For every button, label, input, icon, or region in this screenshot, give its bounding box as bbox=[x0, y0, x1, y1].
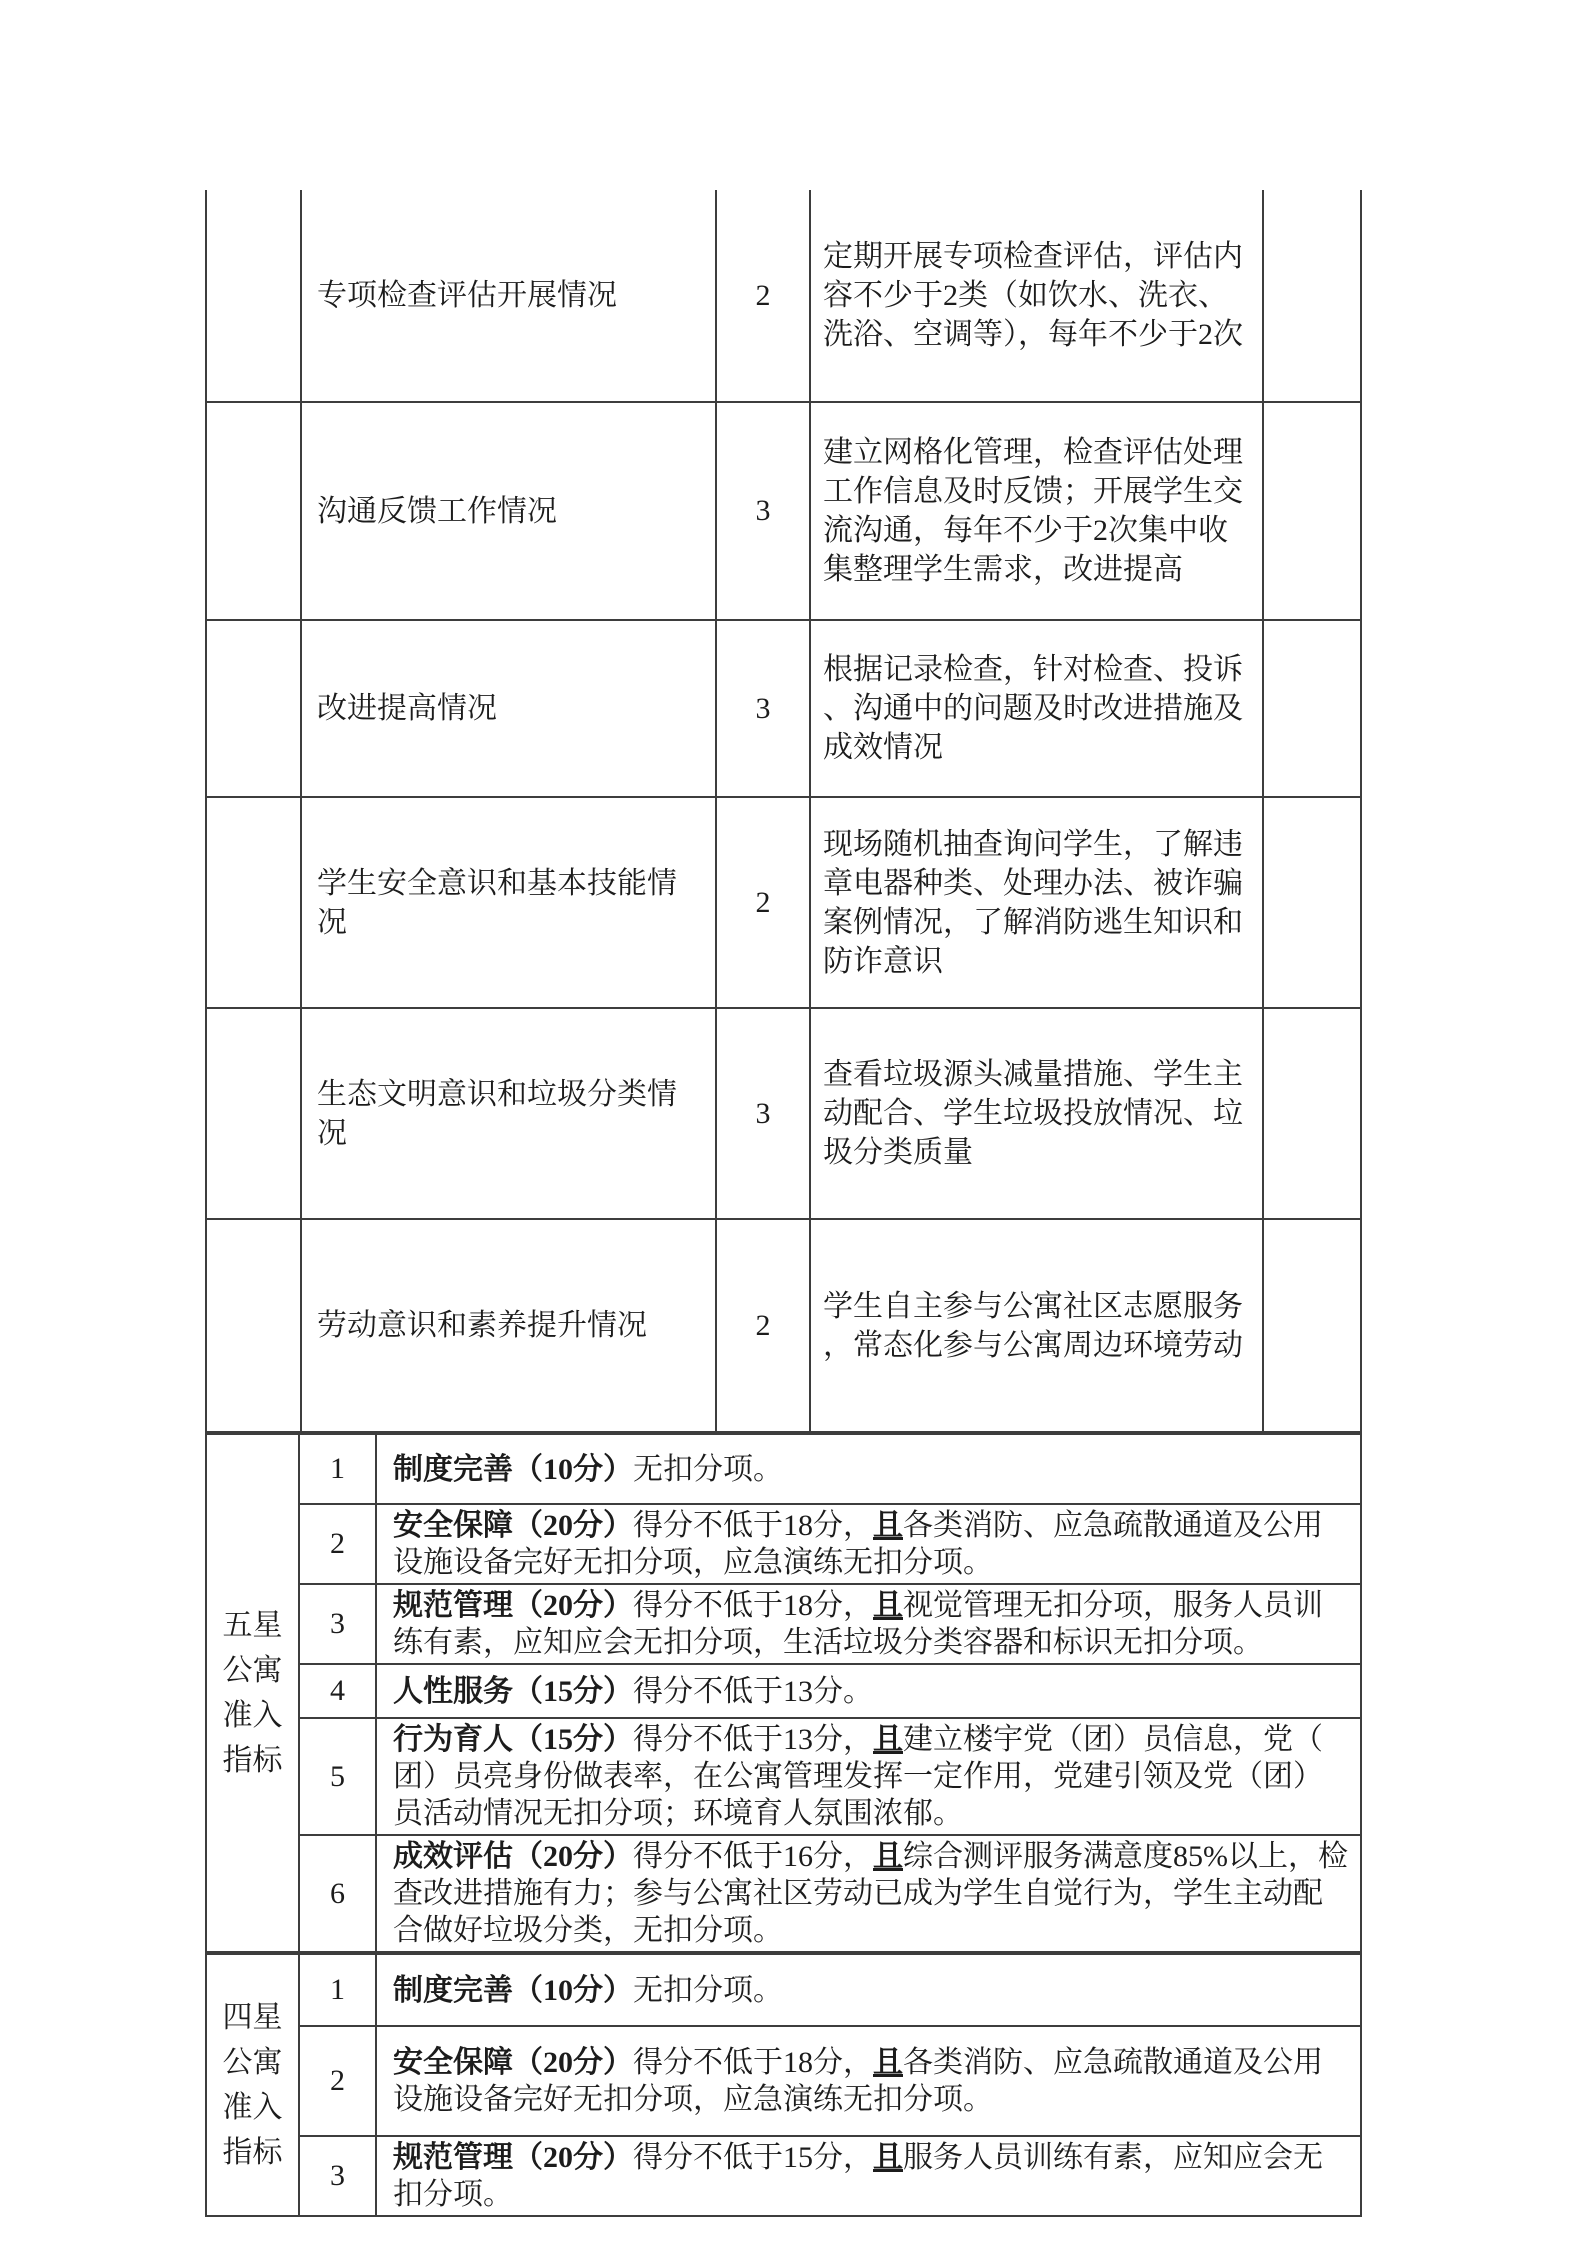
requirement-text: 制度完善（10分）无扣分项。 bbox=[376, 1434, 1361, 1504]
score-value: 2 bbox=[716, 797, 810, 1008]
criteria-text: 定期开展专项检查评估，评估内容不少于2类（如饮水、洗衣、洗浴、空调等），每年不少于2次 bbox=[810, 190, 1263, 402]
table-row bbox=[206, 1584, 1361, 1664]
requirement-lead: 安全保障（20分） bbox=[393, 1509, 633, 1542]
conjunction-emphasis: 且 bbox=[873, 1509, 903, 1542]
criteria-text: 查看垃圾源头减量措施、学生主动配合、学生垃圾投放情况、垃圾分类质量 bbox=[810, 1008, 1263, 1219]
row-number: 3 bbox=[299, 2136, 376, 2216]
conjunction-emphasis: 且 bbox=[873, 1589, 903, 1622]
table-row bbox=[206, 797, 1361, 1008]
requirement-lead: 制度完善（10分） bbox=[393, 1973, 633, 2007]
table-row bbox=[206, 1008, 1361, 1219]
five-star-section bbox=[205, 1433, 1362, 1953]
conjunction-emphasis: 且 bbox=[873, 1840, 903, 1873]
conjunction-emphasis: 且 bbox=[873, 1723, 903, 1756]
table-row bbox=[206, 1954, 1361, 2026]
indicator-name: 生态文明意识和垃圾分类情况 bbox=[301, 1008, 716, 1219]
category-cell-empty bbox=[206, 402, 301, 620]
remark-cell-empty bbox=[1263, 402, 1361, 620]
indicator-name: 劳动意识和素养提升情况 bbox=[301, 1219, 716, 1432]
category-cell-empty bbox=[206, 1219, 301, 1432]
criteria-text: 建立网格化管理，检查评估处理工作信息及时反馈；开展学生交流沟通，每年不少于2次集中收集整理学生需求，改进提高 bbox=[810, 402, 1263, 620]
requirement-text: 安全保障（20分）得分不低于18分，且各类消防、应急疏散通道及公用设施设备完好无扣分项，应急演练无扣分项。 bbox=[376, 1504, 1361, 1584]
table-row bbox=[206, 620, 1361, 797]
table-row bbox=[206, 1504, 1361, 1584]
indicator-name: 改进提高情况 bbox=[301, 620, 716, 797]
requirement-text: 规范管理（20分）得分不低于15分，且服务人员训练有素，应知应会无扣分项。 bbox=[376, 2136, 1361, 2216]
table-row bbox=[206, 1434, 1361, 1504]
score-value: 3 bbox=[716, 620, 810, 797]
five-star-header bbox=[206, 1434, 299, 1952]
category-cell-empty bbox=[206, 1008, 301, 1219]
table-row bbox=[206, 190, 1361, 402]
row-number: 6 bbox=[299, 1835, 376, 1952]
row-number: 3 bbox=[299, 1584, 376, 1664]
score-value: 3 bbox=[716, 1008, 810, 1219]
remark-cell-empty bbox=[1263, 1008, 1361, 1219]
remark-cell-empty bbox=[1263, 797, 1361, 1008]
requirement-lead: 规范管理（20分） bbox=[393, 2141, 633, 2174]
row-number: 2 bbox=[299, 2026, 376, 2136]
criteria-text: 根据记录检查，针对检查、投诉、沟通中的问题及时改进措施及成效情况 bbox=[810, 620, 1263, 797]
requirement-lead: 制度完善（10分） bbox=[393, 1452, 633, 1486]
requirement-text: 行为育人（15分）得分不低于13分，且建立楼宇党（团）员信息，党（团）员亮身份做表率，在公寓管理发挥一定作用，党建引领及党（团）员活动情况无扣分项；环境育人氛围浓郁。 bbox=[376, 1718, 1361, 1835]
four-star-header-label: 四星公寓准入指标 bbox=[222, 2001, 283, 2169]
remark-cell-empty bbox=[1263, 190, 1361, 402]
requirement-text: 人性服务（15分）得分不低于13分。 bbox=[376, 1664, 1361, 1718]
requirement-lead: 安全保障（20分） bbox=[393, 2046, 633, 2079]
category-cell-empty bbox=[206, 620, 301, 797]
indicator-name: 学生安全意识和基本技能情况 bbox=[301, 797, 716, 1008]
score-value: 2 bbox=[716, 190, 810, 402]
category-cell-empty bbox=[206, 797, 301, 1008]
row-number: 2 bbox=[299, 1504, 376, 1584]
indicator-name: 沟通反馈工作情况 bbox=[301, 402, 716, 620]
row-number: 1 bbox=[299, 1954, 376, 2026]
four-star-header bbox=[206, 1954, 299, 2216]
requirement-lead: 行为育人（15分） bbox=[393, 1723, 633, 1756]
table-row bbox=[206, 2136, 1361, 2216]
remark-cell-empty bbox=[1263, 1219, 1361, 1432]
table-row bbox=[206, 1219, 1361, 1432]
requirement-text: 制度完善（10分）无扣分项。 bbox=[376, 1954, 1361, 2026]
score-value: 2 bbox=[716, 1219, 810, 1432]
remark-cell-empty bbox=[1263, 620, 1361, 797]
requirement-text: 安全保障（20分）得分不低于18分，且各类消防、应急疏散通道及公用设施设备完好无扣分项，应急演练无扣分项。 bbox=[376, 2026, 1361, 2136]
conjunction-emphasis: 且 bbox=[873, 2046, 903, 2079]
four-star-section bbox=[205, 1953, 1362, 2217]
criteria-text: 学生自主参与公寓社区志愿服务，常态化参与公寓周边环境劳动 bbox=[810, 1219, 1263, 1432]
requirement-lead: 人性服务（15分） bbox=[393, 1674, 633, 1708]
requirement-lead: 成效评估（20分） bbox=[393, 1840, 633, 1873]
requirement-text: 规范管理（20分）得分不低于18分，且视觉管理无扣分项，服务人员训练有素，应知应会无扣分项，生活垃圾分类容器和标识无扣分项。 bbox=[376, 1584, 1361, 1664]
requirement-text: 成效评估（20分）得分不低于16分，且综合测评服务满意度85%以上，检查改进措施有力；参与公寓社区劳动已成为学生自觉行为，学生主动配合做好垃圾分类，无扣分项。 bbox=[376, 1835, 1361, 1952]
five-star-header-label: 五星公寓准入指标 bbox=[222, 1609, 283, 1777]
table-row bbox=[206, 1664, 1361, 1718]
requirement-lead: 规范管理（20分） bbox=[393, 1589, 633, 1622]
row-number: 1 bbox=[299, 1434, 376, 1504]
evaluation-table bbox=[205, 190, 1360, 2217]
table-row bbox=[206, 402, 1361, 620]
row-number: 5 bbox=[299, 1718, 376, 1835]
score-value: 3 bbox=[716, 402, 810, 620]
row-number: 4 bbox=[299, 1664, 376, 1718]
conjunction-emphasis: 且 bbox=[873, 2141, 903, 2174]
table-row bbox=[206, 1835, 1361, 1952]
table-row bbox=[206, 2026, 1361, 2136]
table-row bbox=[206, 1718, 1361, 1835]
indicator-detail-table bbox=[205, 190, 1362, 1433]
indicator-name: 专项检查评估开展情况 bbox=[301, 190, 716, 402]
category-cell-empty bbox=[206, 190, 301, 402]
criteria-text: 现场随机抽查询问学生，了解违章电器种类、处理办法、被诈骗案例情况，了解消防逃生知识和防诈意识 bbox=[810, 797, 1263, 1008]
